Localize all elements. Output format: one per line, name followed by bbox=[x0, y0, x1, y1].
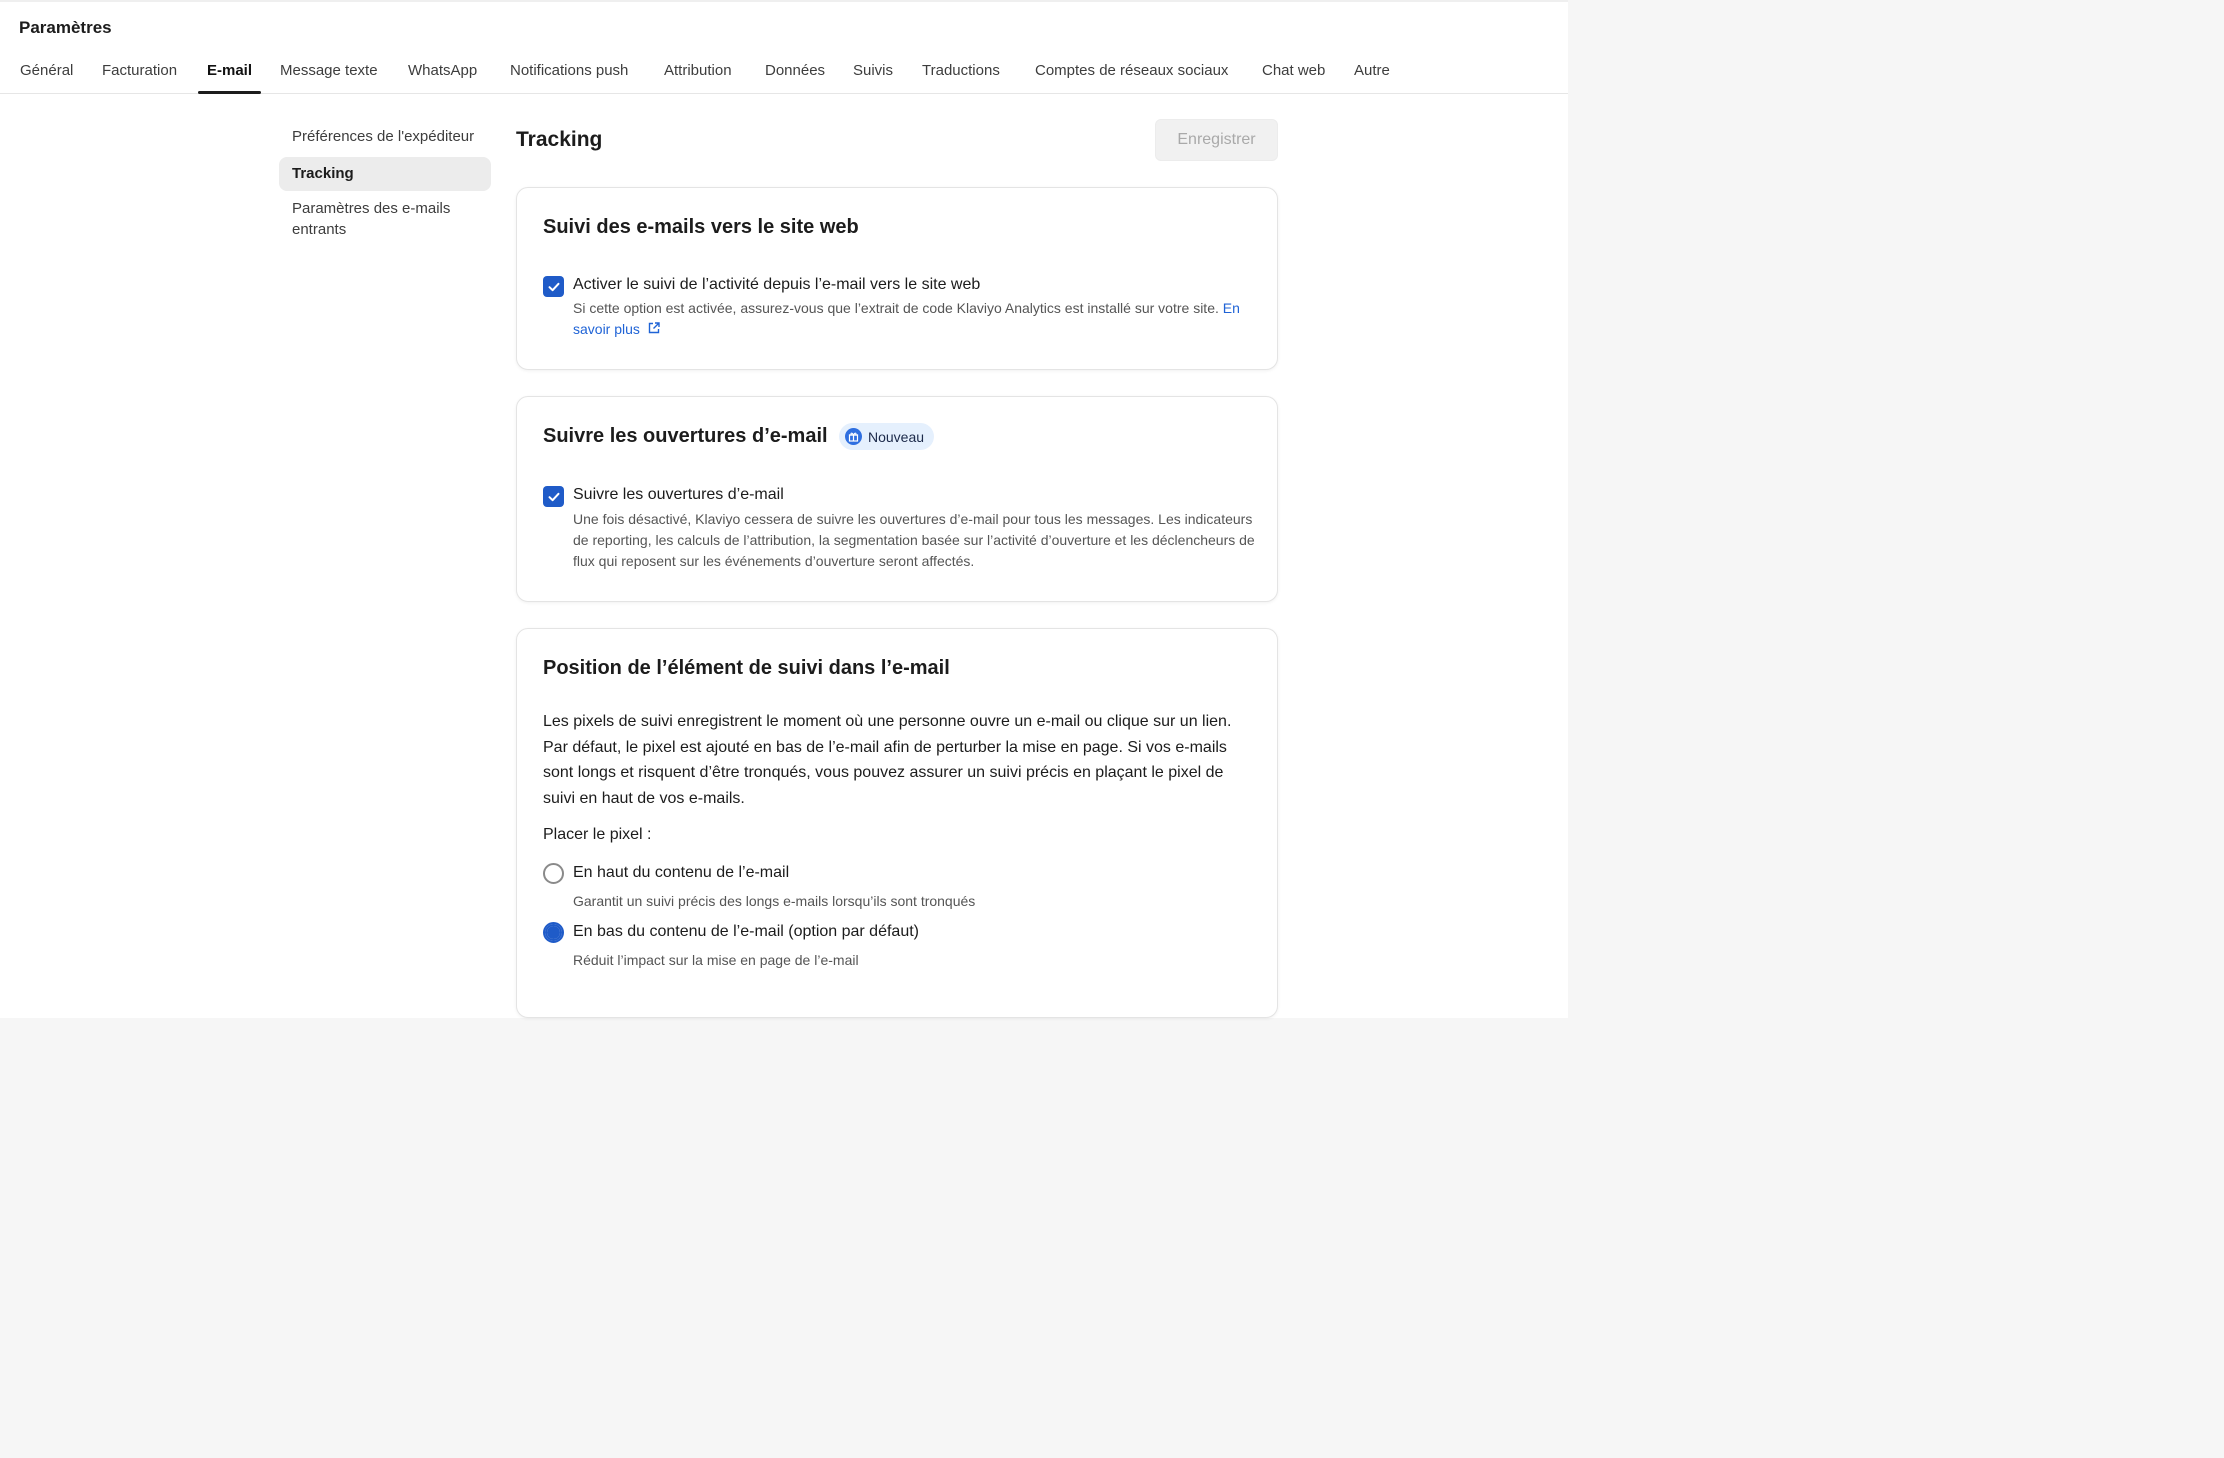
tab-web-chat[interactable]: Chat web bbox=[1262, 62, 1326, 79]
subnav-tracking[interactable]: Tracking bbox=[279, 157, 491, 191]
radio-bottom-help: Réduit l’impact sur la mise en page de l’e-mail bbox=[573, 952, 859, 968]
radio-bottom-of-email[interactable] bbox=[543, 922, 564, 943]
subnav-sender-preferences[interactable]: Préférences de l'expéditeur bbox=[292, 128, 475, 145]
open-tracking-checkbox[interactable] bbox=[543, 486, 564, 507]
open-tracking-help: Une fois désactivé, Klaviyo cessera de suivre les ouvertures d’e-mail pour tous les messages. Les indicateurs de reporting, les calculs de l’attribution, la segmentation basée sur l’activité d’ouverture et les déclencheurs de flux qui reposent sur les événements d’ouverture seront affectés. bbox=[573, 511, 1255, 569]
external-link-icon bbox=[647, 321, 661, 335]
radio-top-of-email[interactable] bbox=[543, 863, 564, 884]
page-title: Paramètres bbox=[19, 18, 112, 37]
section-title: Tracking bbox=[516, 128, 603, 151]
card-title: Suivi des e-mails vers le site web bbox=[543, 216, 859, 238]
learn-more-link[interactable]: En savoir plus bbox=[573, 300, 1240, 337]
card-title: Position de l’élément de suivi dans l’e-mail bbox=[543, 657, 950, 679]
subnav-inbound-email-settings[interactable]: Paramètres des e-mails entrants bbox=[292, 200, 451, 238]
tab-whatsapp[interactable]: WhatsApp bbox=[408, 62, 478, 79]
radio-top-label: En haut du contenu de l’e-mail bbox=[573, 864, 790, 881]
pixel-description: Les pixels de suivi enregistrent le moment où une personne ouvre un e-mail ou clique sur un lien. Par défaut, le pixel est ajouté en bas de l’e-mail afin de perturber la mise en page. Si vos e-mails sont longs et risquent d’être tronqués, vous pouvez assurer un suivi précis en plaçant le pixel de suivi en haut de vos e-mails. bbox=[543, 713, 1232, 807]
help-text: Si cette option est activée, assurez-vous que l’extrait de code Klaviyo Analytics est installé sur votre site. bbox=[573, 300, 1219, 316]
settings-tabs bbox=[0, 54, 1568, 94]
tab-email[interactable]: E-mail bbox=[207, 62, 253, 79]
radio-top-help: Garantit un suivi précis des longs e-mails lorsqu’ils sont tronqués bbox=[573, 893, 976, 909]
website-tracking-label: Activer le suivi de l’activité depuis l’e-mail vers le site web bbox=[573, 276, 981, 293]
tab-tracking[interactable]: Suivis bbox=[853, 62, 894, 79]
pixel-position-card bbox=[516, 628, 1278, 1018]
tab-attribution[interactable]: Attribution bbox=[664, 62, 732, 79]
tab-social-accounts[interactable]: Comptes de réseaux sociaux bbox=[1035, 62, 1229, 79]
open-tracking-label: Suivre les ouvertures d’e-mail bbox=[573, 486, 784, 503]
checkmark-icon bbox=[547, 490, 561, 504]
place-pixel-label: Placer le pixel : bbox=[543, 826, 652, 843]
gift-icon bbox=[845, 428, 862, 445]
website-tracking-checkbox[interactable] bbox=[543, 276, 564, 297]
tab-push[interactable]: Notifications push bbox=[510, 62, 629, 79]
tab-billing[interactable]: Facturation bbox=[102, 62, 178, 79]
checkmark-icon bbox=[547, 280, 561, 294]
new-badge bbox=[839, 423, 934, 450]
tab-data[interactable]: Données bbox=[765, 62, 826, 79]
tab-sms[interactable]: Message texte bbox=[280, 62, 378, 79]
website-tracking-card bbox=[516, 187, 1278, 370]
settings-page bbox=[0, 0, 1568, 1018]
tab-other[interactable]: Autre bbox=[1354, 62, 1390, 79]
website-tracking-help bbox=[573, 298, 1253, 340]
tab-translations[interactable]: Traductions bbox=[922, 62, 1000, 79]
tab-general[interactable]: Général bbox=[20, 62, 74, 79]
badge-label: Nouveau bbox=[868, 428, 925, 445]
save-button[interactable]: Enregistrer bbox=[1155, 119, 1278, 161]
card-title: Suivre les ouvertures d’e-mail bbox=[543, 425, 828, 447]
radio-bottom-label: En bas du contenu de l’e-mail (option par défaut) bbox=[573, 923, 919, 940]
active-tab-indicator bbox=[198, 91, 261, 94]
open-tracking-card bbox=[516, 396, 1278, 602]
